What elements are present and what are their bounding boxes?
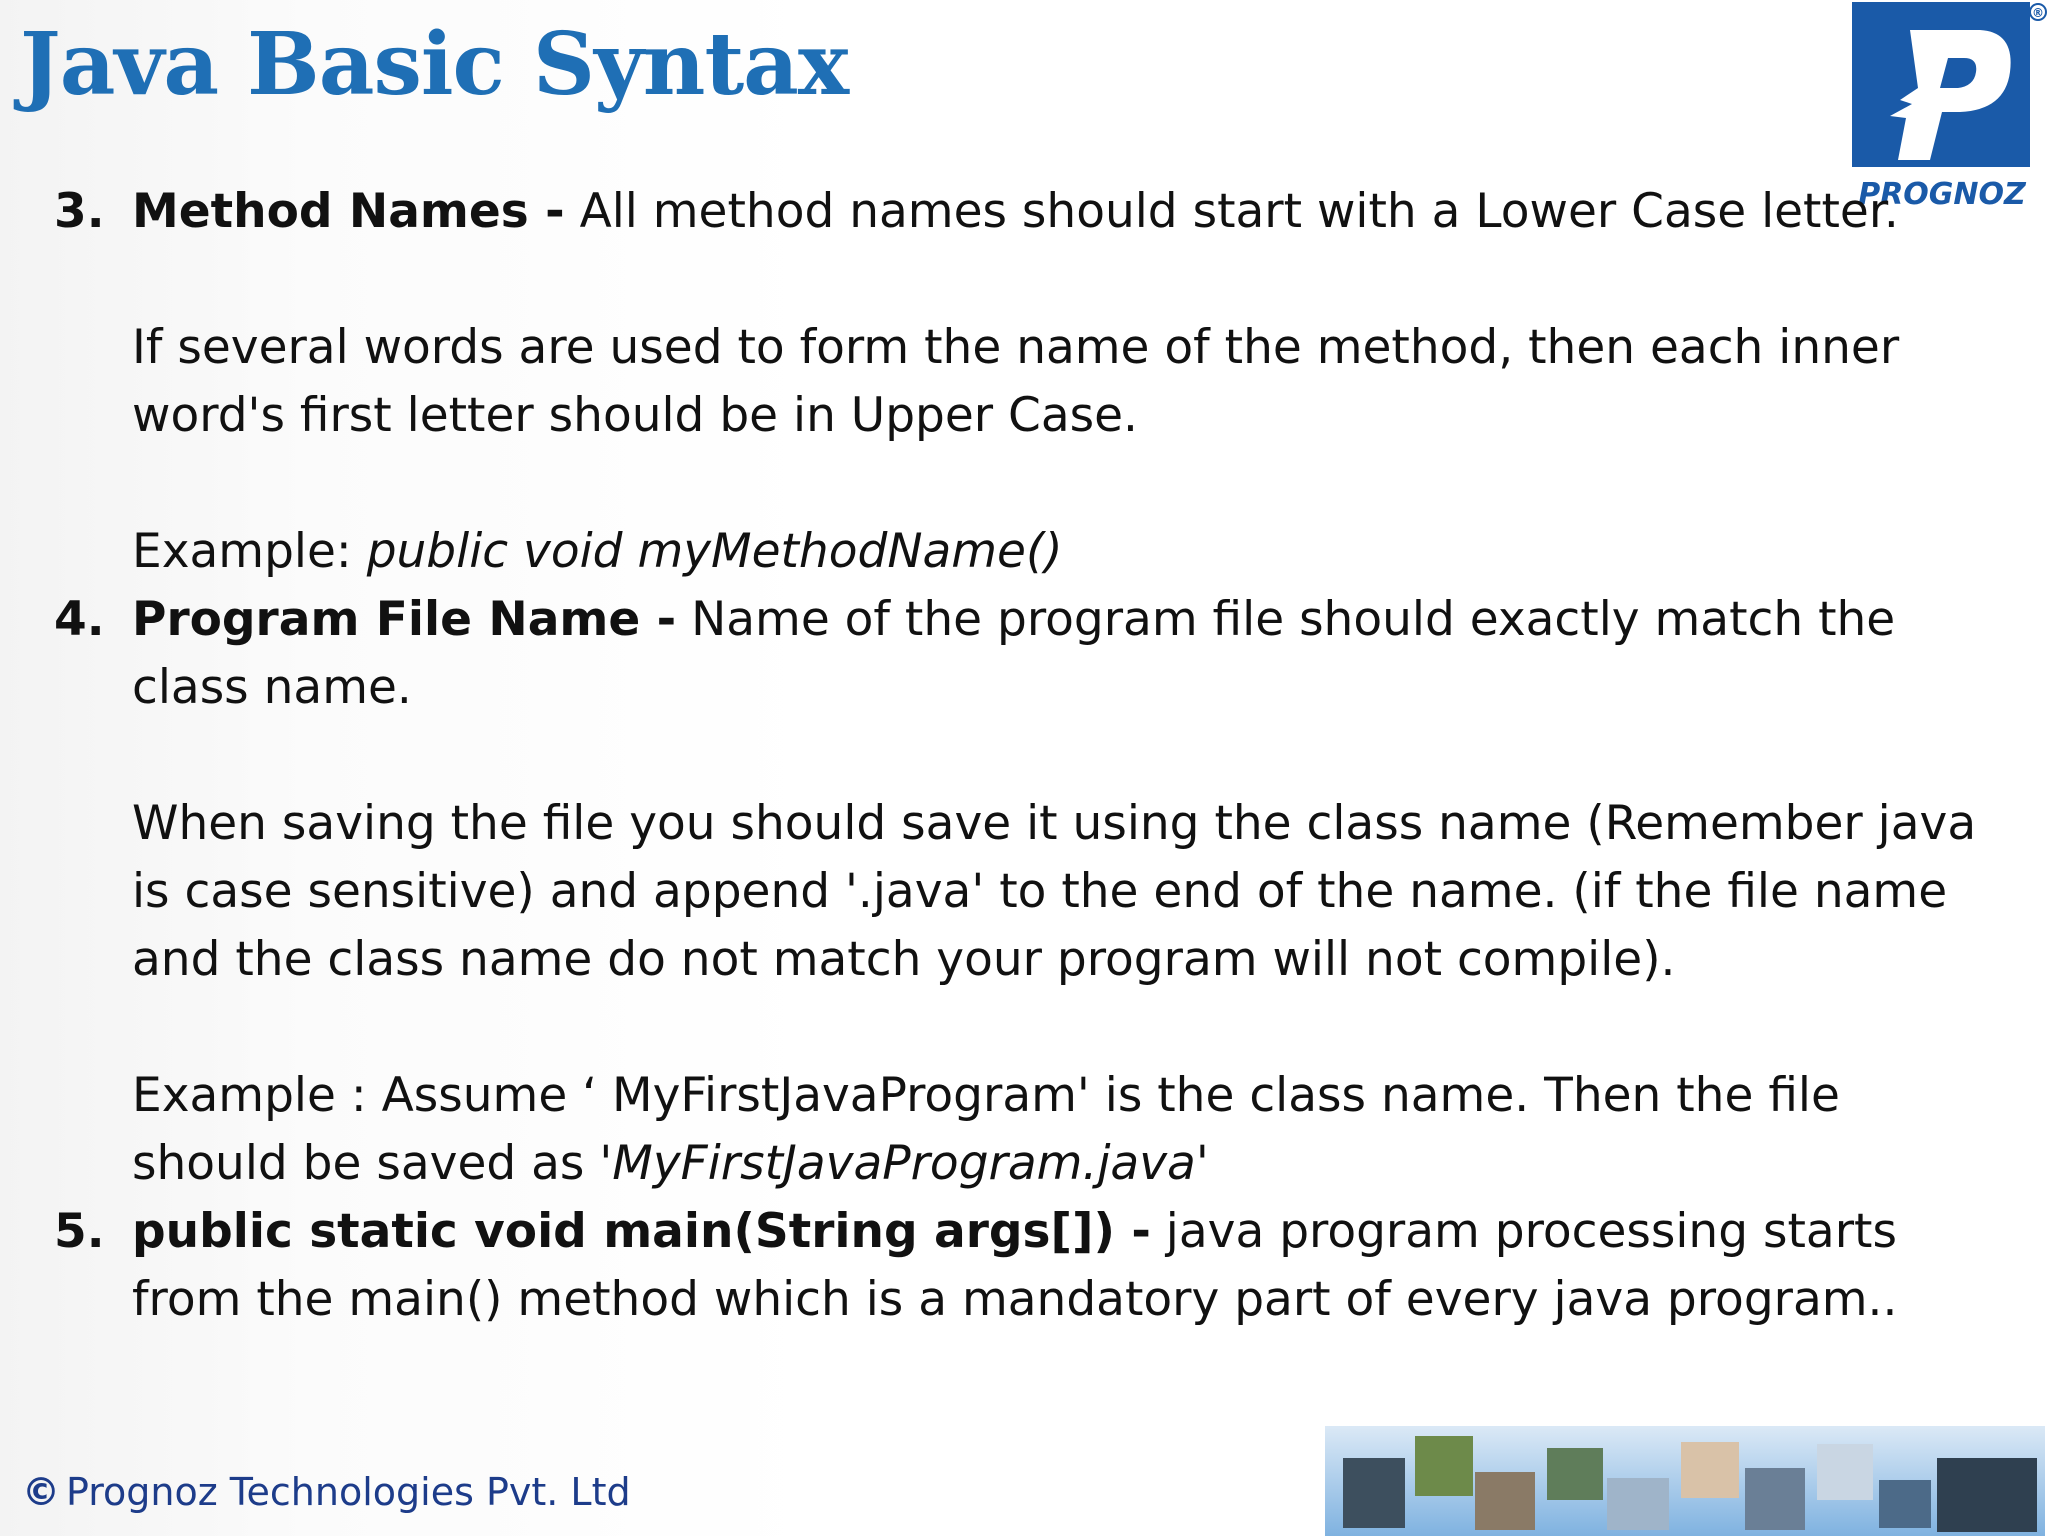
item-text: java program processing starts from the main() method which is a mandatory part of every java program..	[132, 1204, 1898, 1327]
item-paragraph: If several words are used to form the name of the method, then each inner word's first letter should be in Upper Case.	[132, 320, 1900, 443]
footer-copyright	[22, 1470, 631, 1514]
item-example	[132, 1062, 1994, 1198]
registered-symbol: ®	[2032, 6, 2044, 20]
example-prefix: Example : Assume ‘ MyFirstJavaProgram' is the class name. Then the file should be saved as	[132, 1068, 1840, 1191]
photo-tile	[1415, 1436, 1473, 1496]
item-number: 4.	[54, 592, 105, 647]
photo-tile	[1681, 1442, 1739, 1498]
footer-text: Prognoz Technologies Pvt. Ltd	[66, 1470, 631, 1514]
item-paragraph: When saving the file you should save it using the class name (Remember java is case sensitive) and append '.java' to the end of the name. (if the file name and the class name do not match your program will not compile).	[132, 796, 1977, 987]
item-body	[132, 586, 1994, 1198]
item-text: Name of the program file should exactly match the class name.	[132, 592, 1896, 715]
example-code: 'MyFirstJavaProgram.java'	[599, 1136, 1209, 1191]
photo-tile	[1343, 1458, 1405, 1528]
logo-wordmark: PROGNOZ	[1858, 177, 2026, 212]
example-code: public void myMethodName()	[366, 524, 1063, 579]
photo-tile	[1817, 1444, 1873, 1500]
item-text: All method names should start with a Lower Case letter.	[564, 184, 1899, 239]
item-term: Method Names -	[132, 184, 565, 239]
list-item-method-names	[54, 178, 1994, 586]
item-lead	[132, 586, 1994, 722]
item-term: public static void main(String args[]) -	[132, 1204, 1151, 1259]
photo-tile	[1607, 1478, 1669, 1530]
example-prefix: Example:	[132, 524, 367, 579]
photo-tile	[1879, 1480, 1931, 1528]
item-example	[132, 518, 1994, 586]
list-item-main-method	[54, 1198, 1994, 1334]
photo-tile	[1547, 1448, 1603, 1500]
photo-tile	[1475, 1472, 1535, 1530]
photo-strip	[1325, 1418, 2045, 1536]
item-term: Program File Name -	[132, 592, 677, 647]
item-number: 3.	[54, 184, 105, 239]
item-lead	[132, 178, 1994, 246]
slide-content	[54, 178, 1994, 1334]
copyright-icon: ©	[22, 1470, 60, 1514]
item-number: 5.	[54, 1204, 105, 1259]
item-body	[132, 1198, 1994, 1334]
item-body	[132, 178, 1994, 586]
item-lead	[132, 1198, 1994, 1334]
photo-tile	[1745, 1468, 1805, 1530]
list-item-program-file-name	[54, 586, 1994, 1198]
slide-title: Java Basic Syntax	[20, 14, 849, 115]
photo-tile	[1937, 1458, 2037, 1532]
